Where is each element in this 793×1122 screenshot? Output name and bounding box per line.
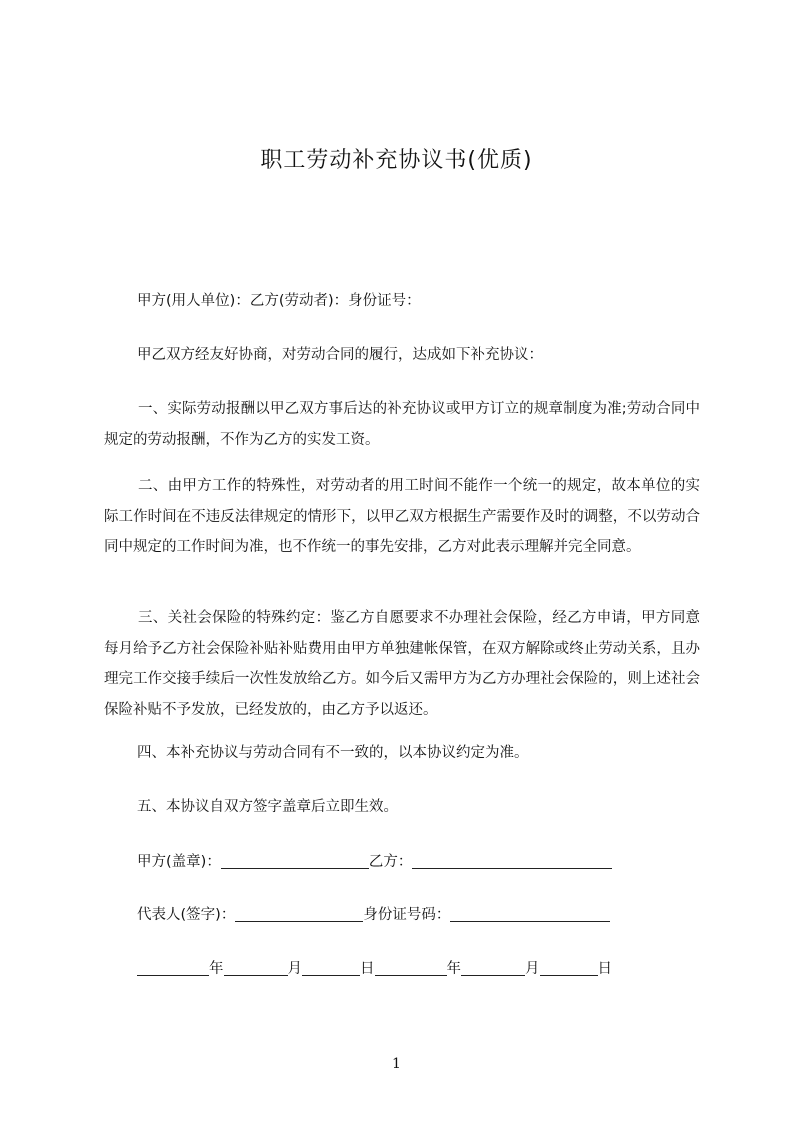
- representative-label: 代表人(签字)：: [137, 907, 236, 923]
- party-b-blank[interactable]: [412, 851, 612, 869]
- clause-5: 五、本协议自双方签字盖章后立即生效。: [137, 799, 398, 815]
- date-year-blank-b[interactable]: [375, 958, 447, 976]
- date-day-blank-a[interactable]: [302, 958, 360, 976]
- party-b-label: 乙方：: [368, 854, 413, 870]
- clause-3: 三、关社会保险的特殊约定：鉴乙方自愿要求不办理社会保险，经乙方申请，甲方同意每月给予乙方社会保险补贴补贴费用由甲方单独建帐保管，在双方解除或终止劳动关系，且办理完工作交接手续后一次性发放给乙方。如今后又需甲方为乙方办理社会保险的，则上述社会保险补贴不予发放，已经发放的，由乙方予以返还。: [104, 610, 700, 718]
- intro-paragraph: 甲乙双方经友好协商，对劳动合同的履行，达成如下补充协议：: [137, 347, 543, 363]
- clause-2: 二、由甲方工作的特殊性，对劳动者的用工时间不能作一个统一的规定，故本单位的实际工作时间在不违反法律规定的情形下，以甲乙双方根据生产需要作及时的调整，不以劳动合同中规定的工作时间为准，也不作统一的事先安排，乙方对此表示理解并完全同意。: [104, 478, 700, 555]
- date-month-blank-b[interactable]: [461, 958, 525, 976]
- clause-4: 四、本补充协议与劳动合同有不一致的，以本协议约定为准。: [137, 745, 529, 761]
- party-a-seal-label: 甲方(盖章)：: [137, 854, 221, 870]
- signature-row-representative: [137, 904, 610, 925]
- date-year-label-b: 年: [446, 961, 461, 977]
- date-day-label-b: 日: [597, 961, 612, 977]
- representative-blank[interactable]: [235, 904, 363, 922]
- party-a-seal-blank[interactable]: [221, 851, 369, 869]
- date-month-label-a: 月: [287, 961, 302, 977]
- date-year-blank-a[interactable]: [137, 958, 209, 976]
- clause-1: 一、实际劳动报酬以甲乙双方事后达的补充协议或甲方订立的规章制度为准;劳动合同中规定的劳动报酬，不作为乙方的实发工资。: [104, 401, 700, 448]
- id-number-label: 身份证号码：: [363, 907, 451, 923]
- id-number-blank[interactable]: [450, 904, 610, 922]
- date-row: [137, 958, 612, 979]
- page-number: 1: [392, 1056, 401, 1072]
- date-month-label-b: 月: [525, 961, 540, 977]
- parties-line: 甲方(用人单位)：乙方(劳动者)：身份证号：: [137, 293, 421, 309]
- document-title: 职工劳动补充协议书(优质): [260, 148, 533, 173]
- date-day-blank-b[interactable]: [540, 958, 598, 976]
- signature-row-parties: [137, 851, 612, 872]
- date-year-label-a: 年: [209, 961, 224, 977]
- date-day-label-a: 日: [360, 961, 375, 977]
- date-month-blank-a[interactable]: [224, 958, 288, 976]
